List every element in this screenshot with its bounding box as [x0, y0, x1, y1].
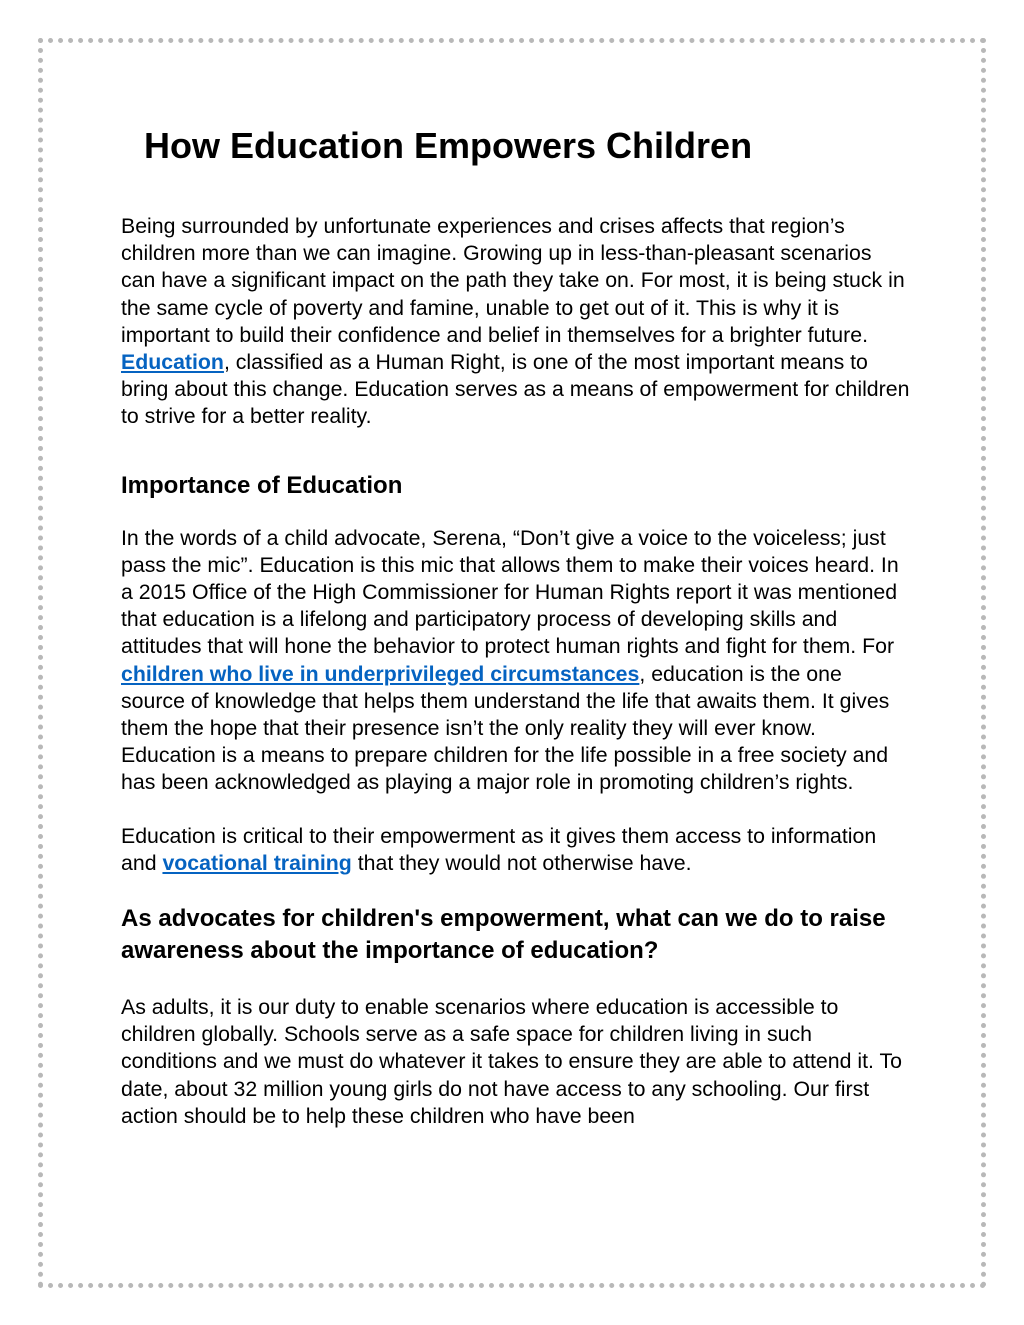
- intro-text-end: , classified as a Human Right, is one of the most important means to bring about this change. Education serves as a means of empowerment for children to strive for a better reality.: [121, 350, 910, 429]
- vocational-training-link[interactable]: vocational training: [162, 850, 352, 875]
- section-heading-advocates: As advocates for children's empowerment, what can we do to raise awareness about the importance of education?: [121, 905, 886, 965]
- intro-text-start: Being surrounded by unfortunate experiences and crises affects that region’s children more than we can imagine. Growing up in less-than-pleasant scenarios can have a significant impact on the path they take on. For most, it is being stuck in the same cycle of poverty and famine, unable to get out of it. This is why it is important to build their confidence and belief in themselves for a brighter future.: [121, 214, 905, 347]
- education-link[interactable]: Education: [121, 350, 224, 375]
- importance-text-end: , education is the one source of knowledge that helps them understand the life that awaits them. It gives them the hope that their presence isn’t the only reality they will ever know. Education is a means to prepare children for the life possible in a free society and has been acknowledged as playing a major role in promoting children’s rights.: [121, 661, 890, 795]
- document-title: How Education Empowers Children: [144, 125, 753, 166]
- access-text-start: Education is critical to their empowerment as it gives them access to information and: [121, 823, 877, 875]
- section-heading-importance: Importance of Education: [121, 471, 403, 499]
- access-text-end: that they would not otherwise have.: [351, 850, 692, 875]
- document-body: [121, 120, 911, 1130]
- importance-paragraph-1: [121, 525, 911, 797]
- importance-paragraph-2: [121, 823, 911, 877]
- intro-paragraph: [121, 213, 911, 431]
- importance-text-start: In the words of a child advocate, Serena, “Don’t give a voice to the voiceless; just pass the mic”. Education is this mic that allows them to make their voices heard. In a 2015 Office of the High Commissioner for Human Rights report it was mentioned that education is a lifelong and participatory process of developing skills and attitudes that will hone the behavior to protect human rights and fight for them. For: [121, 525, 899, 659]
- advocates-paragraph: As adults, it is our duty to enable scenarios where education is accessible to children globally. Schools serve as a safe space for children living in such conditions and we must do whatever it takes to ensure they are able to attend it. To date, about 32 million young girls do not have access to any schooling. Our first action should be to help these children who have been: [121, 995, 902, 1128]
- underprivileged-children-link[interactable]: children who live in underprivileged circumstances: [121, 661, 640, 686]
